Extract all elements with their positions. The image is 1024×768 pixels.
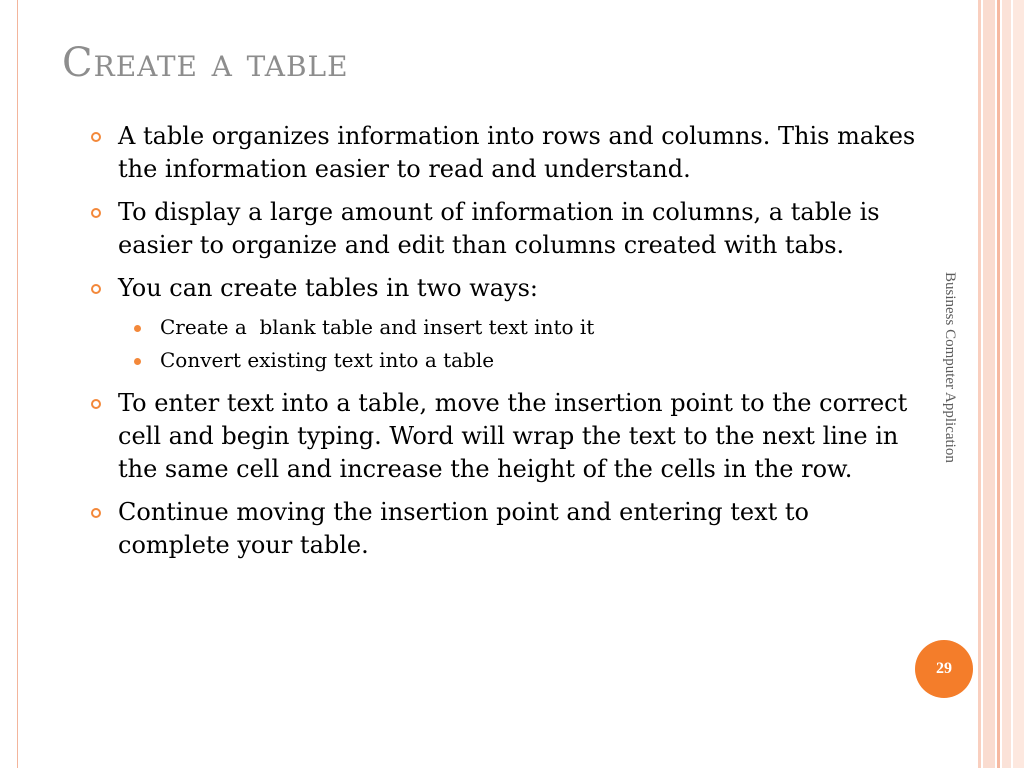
circle-bullet-icon <box>91 208 101 218</box>
bullet-text: A table organizes information into rows and columns. This makes the information easier to read and understand. <box>118 122 916 183</box>
bullet-text: To enter text into a table, move the insertion point to the correct cell and begin typing. Word will wrap the text to the next line in the same cell and increase the height of the cells in the row. <box>118 389 908 483</box>
dot-bullet-icon <box>134 325 141 332</box>
bullet-text: To display a large amount of information in columns, a table is easier to organize and edit than columns created with tabs. <box>118 198 880 259</box>
left-border-line <box>17 0 18 768</box>
circle-bullet-icon <box>91 508 101 518</box>
side-label: Business Computer Application <box>942 272 958 463</box>
sub-bullet-item <box>160 311 928 344</box>
bullet-item <box>88 496 928 562</box>
page-number-badge <box>915 640 973 698</box>
dot-bullet-icon <box>134 358 141 365</box>
sub-bullet-list <box>88 311 928 377</box>
bullet-list <box>88 120 928 572</box>
circle-bullet-icon <box>91 284 101 294</box>
stripe <box>1013 0 1024 768</box>
slide-title: Create a table <box>62 40 349 86</box>
page-number: 29 <box>936 660 952 677</box>
bullet-item <box>88 120 928 186</box>
sub-bullet-text: Create a blank table and insert text into it <box>160 315 595 339</box>
sub-bullet-item <box>160 344 928 377</box>
stripe <box>978 0 981 768</box>
sub-bullet-text: Convert existing text into a table <box>160 348 495 372</box>
stripe <box>983 0 995 768</box>
bullet-text: Continue moving the insertion point and entering text to complete your table. <box>118 498 809 559</box>
right-decorative-stripes <box>978 0 1024 768</box>
circle-bullet-icon <box>91 399 101 409</box>
stripe <box>997 0 1000 768</box>
bullet-item <box>88 196 928 262</box>
bullet-item <box>88 387 928 486</box>
bullet-item <box>88 272 928 305</box>
stripe <box>1002 0 1011 768</box>
bullet-text: You can create tables in two ways: <box>118 274 539 302</box>
circle-bullet-icon <box>91 132 101 142</box>
